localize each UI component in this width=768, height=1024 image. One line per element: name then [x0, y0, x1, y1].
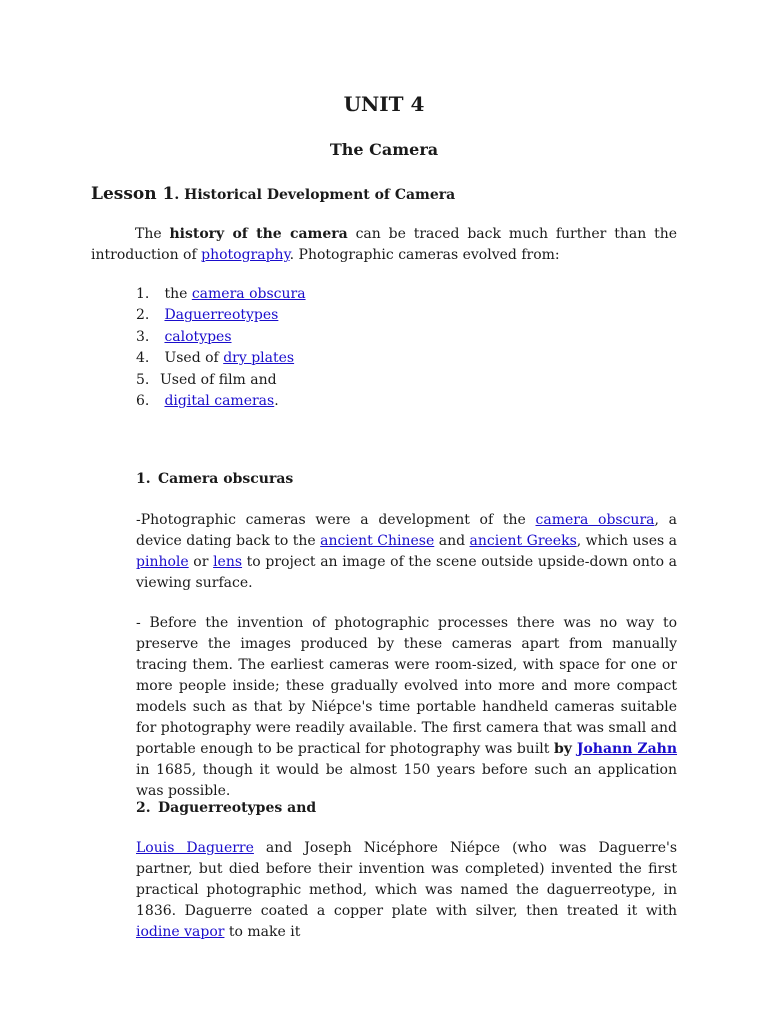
link-camera-obscura[interactable]: camera obscura [535, 512, 655, 528]
list-number: 4. [136, 350, 150, 367]
lesson-number: Lesson 1 [91, 184, 175, 204]
intro-text: . Photographic cameras evolved from: [289, 247, 560, 263]
body-bold-text: by [553, 741, 577, 757]
link-pinhole[interactable]: pinhole [136, 554, 189, 570]
body-text: or [188, 554, 214, 570]
list-item [136, 284, 306, 305]
link-daguerreotypes[interactable]: Daguerreotypes [164, 307, 279, 324]
link-digital-cameras[interactable]: digital cameras [164, 393, 275, 410]
list-item [136, 327, 306, 348]
list-text: Used of film and [160, 371, 277, 388]
body-text: , which uses a [576, 533, 677, 549]
evolution-list [136, 284, 306, 412]
intro-paragraph [91, 224, 677, 266]
list-number: 5. [136, 371, 150, 388]
link-photography[interactable]: photography [201, 247, 290, 263]
body-text: and Joseph Nicéphore Niépce (who was Daguerre's partner, but died before their invention was completed) invented the first practical photographic method, which was named the daguerreotype, in 1836. Daguerre coated a copper plate with silver, then treated it with [136, 840, 678, 919]
section-number: 2. [136, 800, 151, 816]
section2-paragraph-1 [136, 838, 677, 943]
body-text: , a device dating back to the [136, 512, 677, 549]
link-lens[interactable]: lens [213, 554, 243, 570]
section-title: Daguerreotypes and [158, 800, 317, 816]
intro-text: can be traced back much further than the introduction of [91, 226, 677, 263]
section-heading-daguerreotypes [136, 800, 316, 816]
body-text: to make it [224, 924, 301, 940]
body-text: and [434, 533, 470, 549]
list-item [136, 370, 306, 391]
link-louis-daguerre[interactable]: Louis Daguerre [136, 840, 254, 856]
list-item [136, 391, 306, 412]
section-heading-camera-obscuras [136, 471, 293, 487]
intro-bold-text: history of the camera [169, 226, 348, 242]
lesson-title: . Historical Development of Camera [174, 187, 456, 203]
unit-title: UNIT 4 [343, 92, 425, 116]
link-dry-plates[interactable]: dry plates [223, 350, 295, 367]
link-ancient-greeks[interactable]: ancient Greeks [469, 533, 577, 549]
lesson-heading [91, 184, 455, 204]
list-number: 2. [136, 307, 150, 324]
list-item [136, 305, 306, 326]
link-calotypes[interactable]: calotypes [164, 328, 232, 345]
body-text: to project an image of the scene outside upside-down onto a viewing surface. [136, 554, 677, 591]
section1-paragraph-1 [136, 510, 677, 594]
body-text: - Before the invention of photographic processes there was no way to preserve the images produced by these cameras apart from manually tracing them. The earliest cameras were room-sized, with space for one or more people inside; these gradually evolved into more and more compact models such as that by Niépce's time portable handheld cameras suitable for photography were readily available. The first camera that was small and portable enough to be practical for photography was built [136, 615, 677, 757]
section-title: Camera obscuras [158, 471, 294, 487]
list-number: 1. [136, 286, 150, 302]
list-text: Used of [160, 350, 224, 367]
link-camera-obscura[interactable]: camera obscura [191, 286, 306, 302]
list-text: . [274, 393, 279, 410]
body-text: in 1685, though it would be almost 150 years before such an application was possible. [136, 762, 677, 799]
section-number: 1. [136, 471, 151, 487]
list-number: 3. [136, 328, 150, 345]
document-title: The Camera [329, 140, 439, 159]
intro-text: The [135, 226, 170, 242]
section1-paragraph-2 [136, 613, 677, 802]
link-iodine-vapor[interactable]: iodine vapor [136, 924, 225, 940]
body-text: -Photographic cameras were a development of the [136, 512, 536, 528]
list-item [136, 348, 306, 369]
list-number: 6. [136, 393, 150, 410]
list-text: the [160, 286, 192, 302]
link-johann-zahn[interactable]: Johann Zahn [576, 741, 678, 757]
link-ancient-chinese[interactable]: ancient Chinese [320, 533, 435, 549]
